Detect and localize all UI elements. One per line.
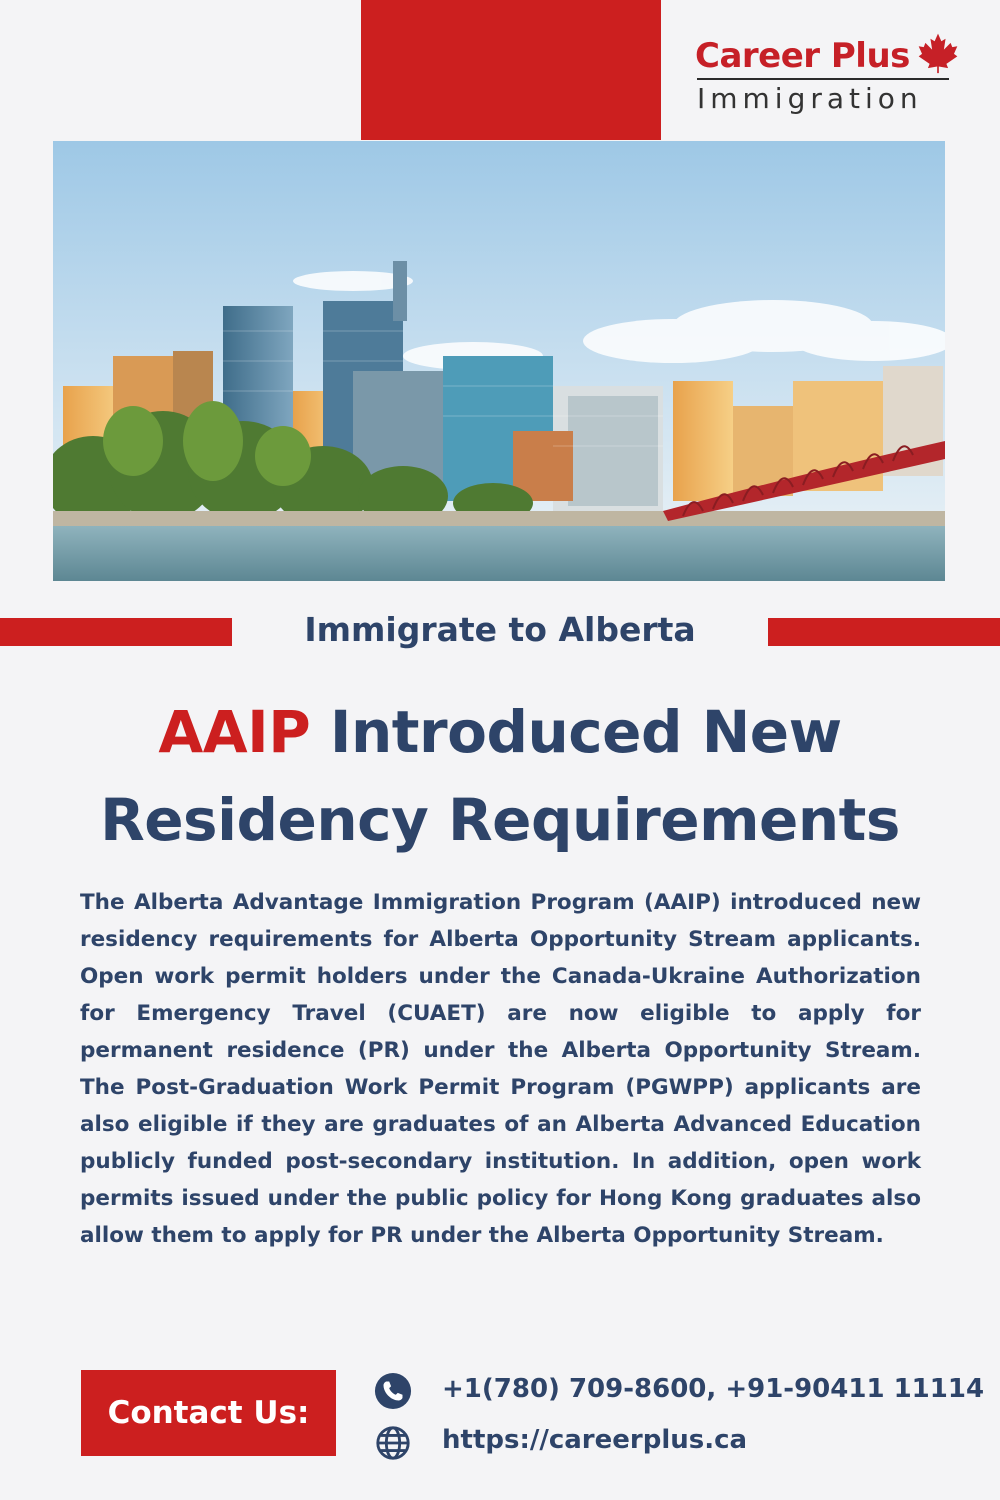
body-paragraph: The Alberta Advantage Immigration Program (AAIP) introduced new residency requirements for Alberta Opportunity Stream applicants. Open work permit holders under the Canada-Ukraine Authorization for Emergency Travel (CUAET) are now eligible to apply for permanent residence (PR) under the Alberta Opportunity Stream. The Post-Graduation Work Permit Program (PGWPP) applicants are also eligible if they are graduates of an Alberta Advanced Education publicly funded post-secondary institution. In addition, open work permits issued under the public policy for Hong Kong graduates also allow them to apply for PR under the Alberta Opportunity Stream. [80,890,921,1248]
contact-us-badge [81,1370,336,1456]
headline-line2: Residency Requirements [100,786,900,854]
logo-divider [697,78,949,80]
headline-accent: AAIP [158,698,311,766]
subtitle-right-bar [768,618,1000,646]
contact-phone[interactable]: +1(780) 709-8600, +91-90411 11114 [442,1374,985,1404]
globe-icon [374,1424,412,1462]
alberta-skyline-photo [53,141,945,581]
top-red-block [361,0,661,140]
brand-tagline: Immigration [697,82,923,115]
section-subtitle: Immigrate to Alberta [304,610,696,649]
contact-label: Contact Us: [107,1395,310,1431]
phone-icon [374,1372,412,1410]
maple-leaf-icon [917,32,959,74]
headline-line1: Introduced New [310,698,842,766]
brand-logo[interactable] [695,36,965,116]
subtitle-left-bar [0,618,232,646]
page-headline [40,688,960,864]
brand-name: Career Plus [695,36,910,76]
contact-website-link[interactable]: https://careerplus.ca [442,1425,748,1455]
